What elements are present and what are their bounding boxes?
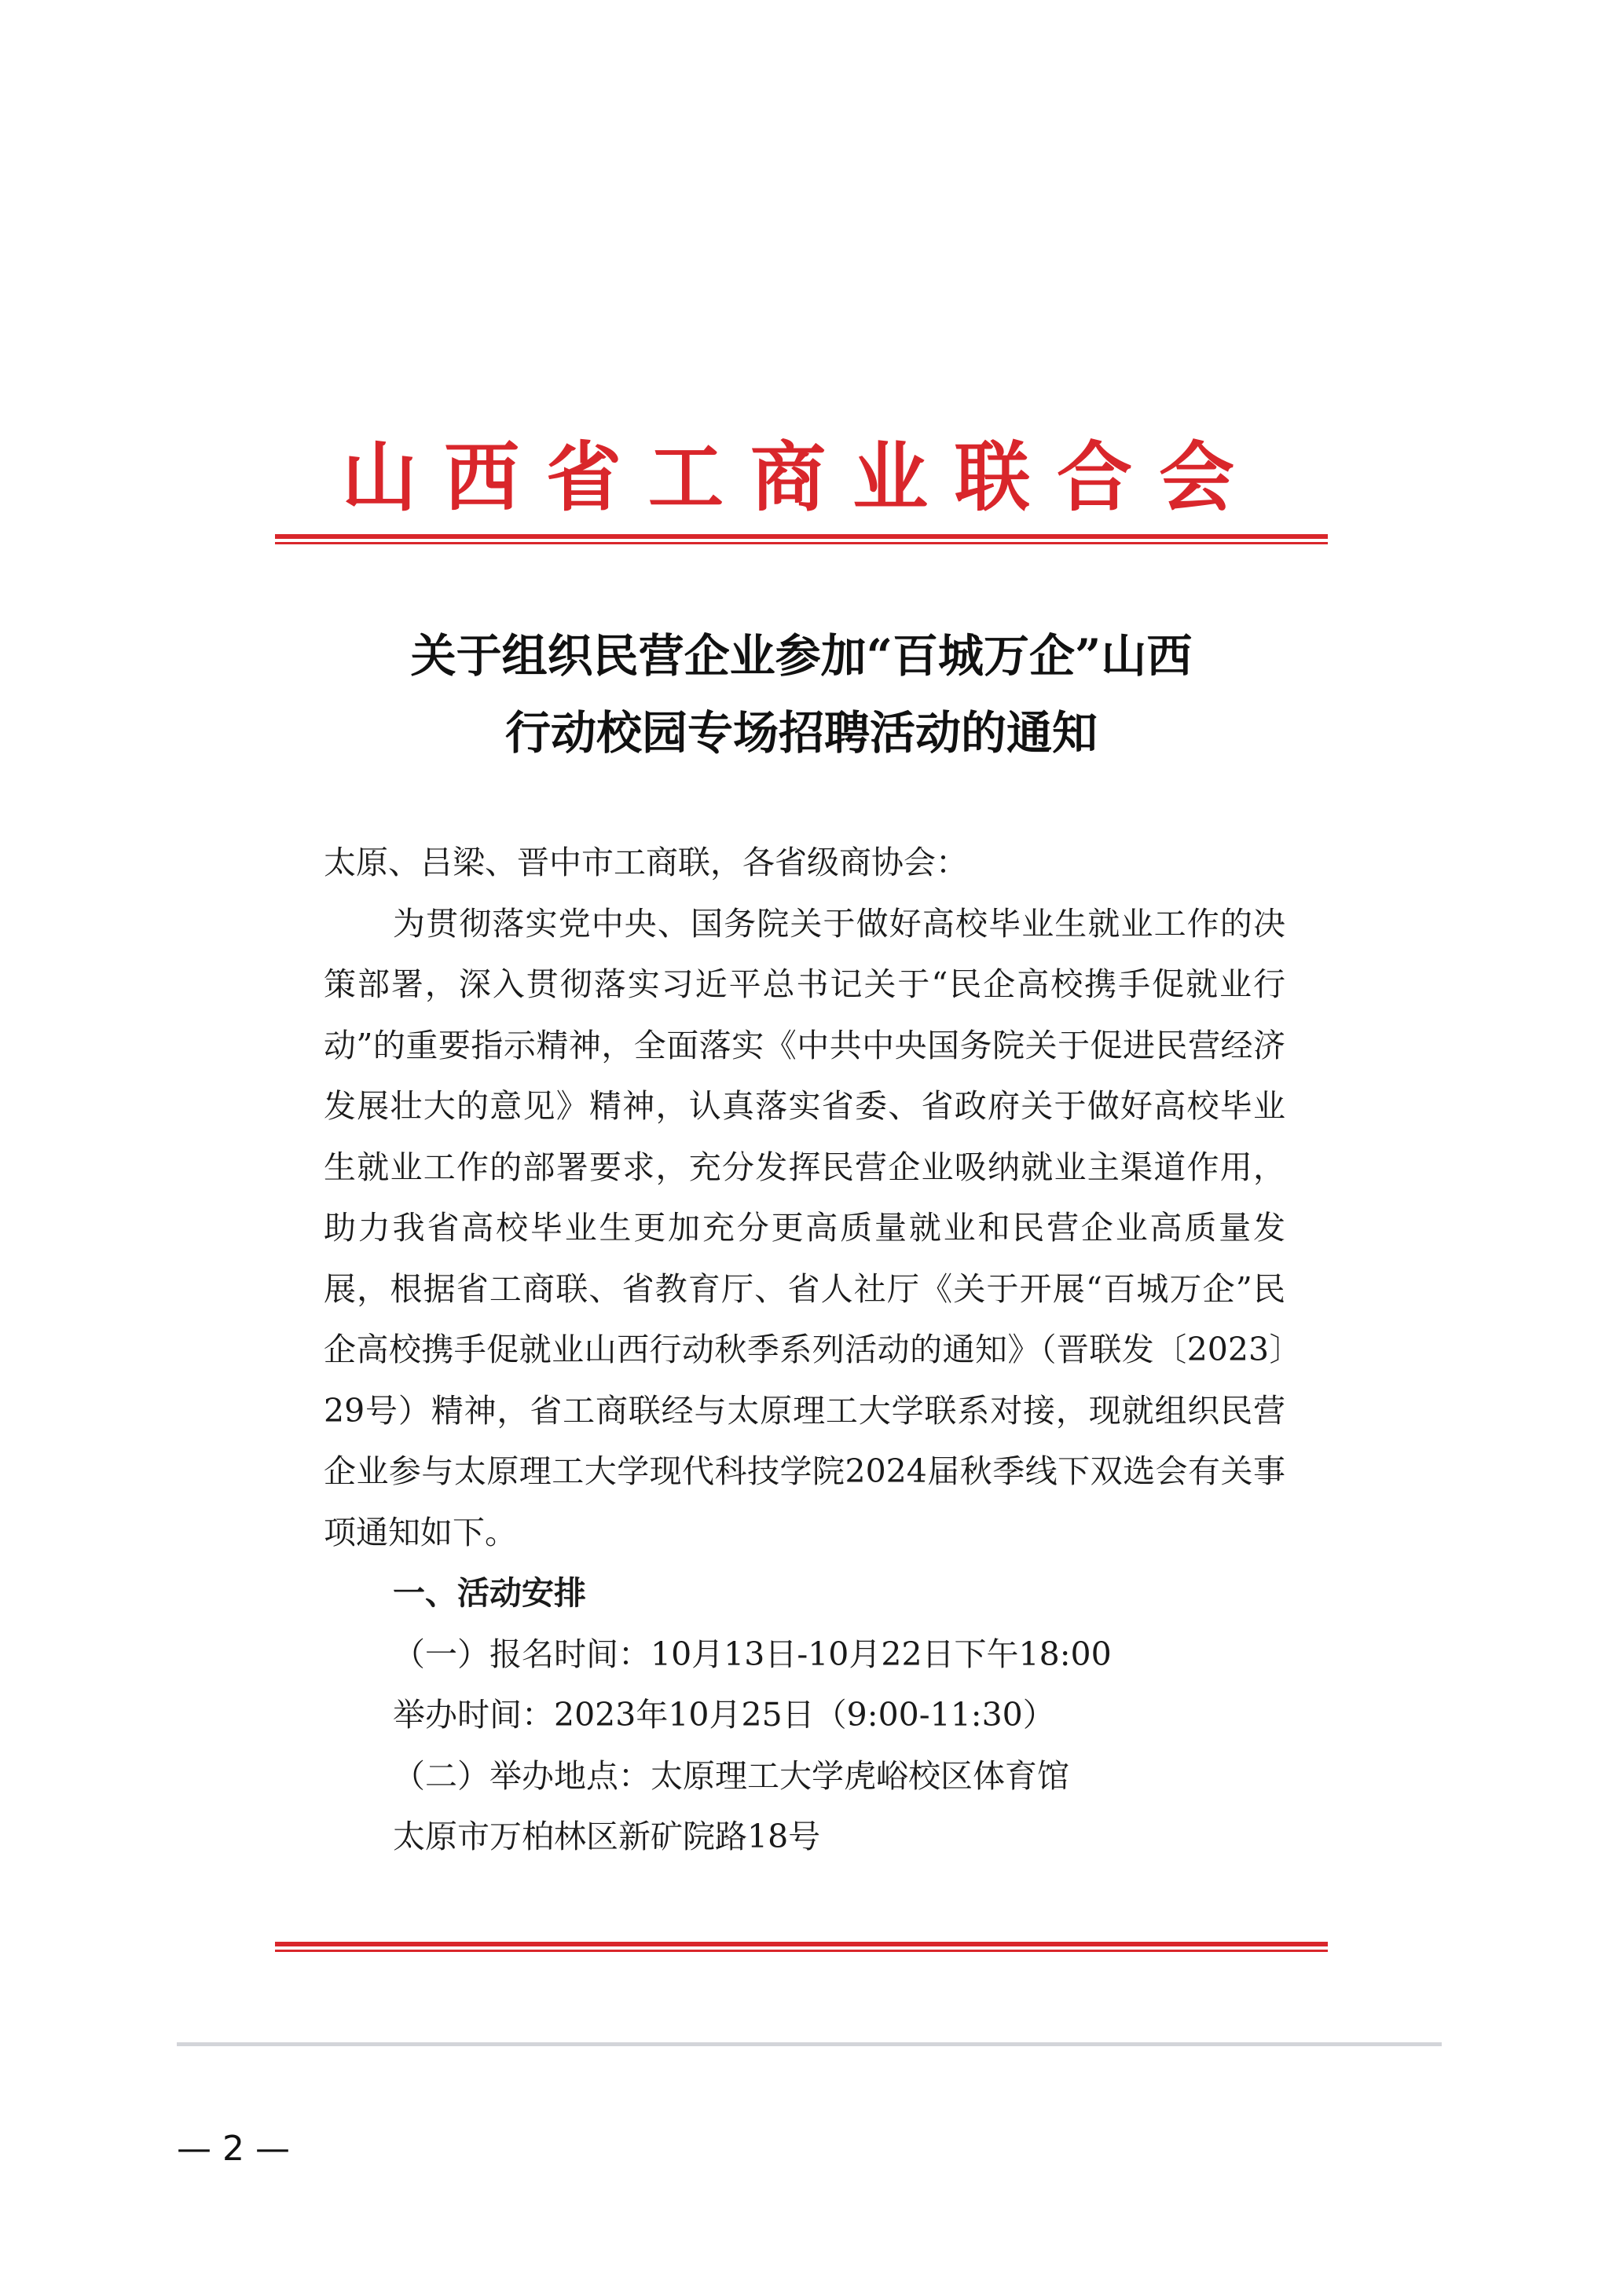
document-body <box>324 833 1285 1868</box>
header-red-rule <box>275 534 1328 545</box>
section-heading: 一、活动安排 <box>393 1574 586 1612</box>
list-item-registration-time: （一）报名时间：10月13日-10月22日下午18:00 <box>393 1635 1112 1673</box>
footer-red-rule <box>275 1942 1328 1953</box>
organization-header: 山西省工商业联合会 <box>342 433 1261 522</box>
list-item-event-time: 举办时间：2023年10月25日（9:00-11:30） <box>393 1696 1055 1734</box>
document-title-line-2: 行动校园专场招聘活动的通知 <box>504 706 1098 760</box>
header-rule-thick <box>275 534 1328 539</box>
body-paragraph: 为贯彻落实党中央、国务院关于做好高校毕业生就业工作的决策部署，深入贯彻落实习近平总书记关于“民企高校携手促就业行动”的重要指示精神，全面落实《中共中央国务院关于促进民营经济发展壮大的意见》精神，认真落实省委、省政府关于做好高校毕业生就业工作的部署要求，充分发挥民营企业吸纳就业主渠道作用，助力我省高校毕业生更加充分更高质量就业和民营企业高质量发展，根据省工商联、省教育厅、省人社厅《关于开展“百城万企”民企高校携手促就业山西行动秋季系列活动的通知》（晋联发〔2023〕29号）精神，省工商联经与太原理工大学联系对接，现就组织民营企业参与太原理工大学现代科技学院2024届秋季线下双选会有关事项通知如下。 <box>324 904 1285 1551</box>
header-rule-thin <box>275 542 1328 544</box>
page-divider <box>177 2042 1442 2046</box>
footer-rule-thick <box>275 1942 1328 1946</box>
page-number: — 2 — <box>177 2129 290 2169</box>
document-title-line-1: 关于组织民营企业参加“百城万企”山西 <box>410 629 1193 683</box>
list-item-venue: （二）举办地点：太原理工大学虎峪校区体育馆 <box>393 1756 1069 1795</box>
footer-rule-thin <box>275 1950 1328 1952</box>
salutation: 太原、吕梁、晋中市工商联，各省级商协会： <box>324 844 968 881</box>
list-item-address: 太原市万柏林区新矿院路18号 <box>393 1818 821 1855</box>
